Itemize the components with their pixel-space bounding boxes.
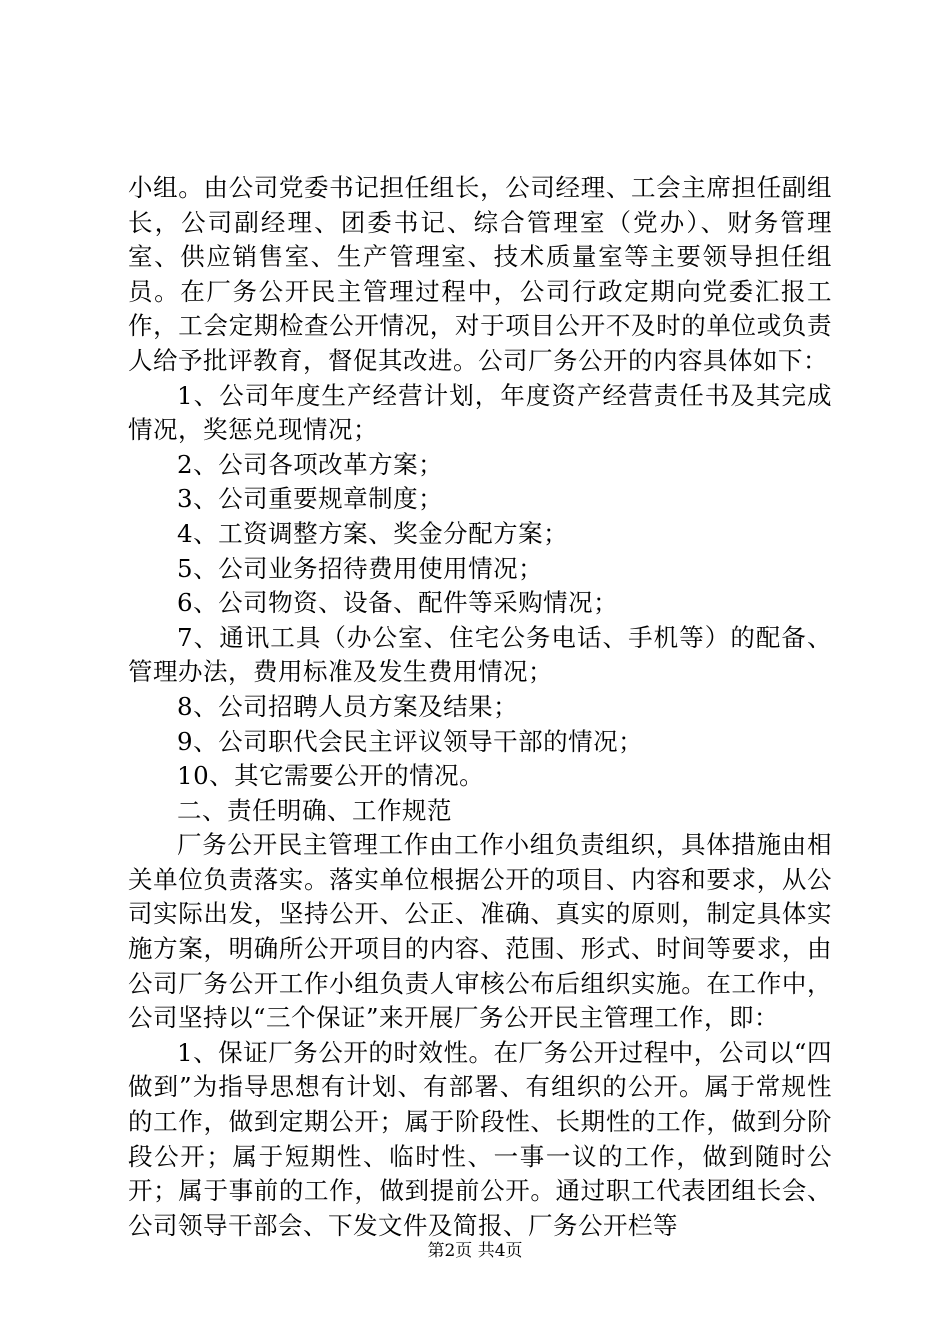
list-item-6: 6、公司物资、设备、配件等采购情况； (177, 588, 619, 618)
list-item-1: 1、公司年度生产经营计划，年度资产经营责任书及其完成情况，奖惩兑现情况； (128, 380, 832, 445)
list-item-10: 10、其它需要公开的情况。 (177, 761, 485, 791)
list-item-3: 3、公司重要规章制度； (177, 484, 444, 514)
list-item-9: 9、公司职代会民主评议领导干部的情况； (177, 726, 644, 756)
list-item-8: 8、公司招聘人员方案及结果； (177, 691, 519, 721)
list-item-4: 4、工资调整方案、奖金分配方案； (177, 518, 569, 548)
paragraph-responsibility: 厂务公开民主管理工作由工作小组负责组织，具体措施由相关单位负责落实。落实单位根据公开的项目、内容和要求，从公司实际出发，坚持公开、公正、准确、真实的原则，制定具体实施方案，明确所公开项目的内容、范围、形式、时间等要求，由公司厂务公开工作小组负责人审核公布后组织实施。在工作中，公司坚持以“三个保证”来开展厂务公开民主管理工作，即： (128, 830, 832, 1033)
document-body (128, 171, 832, 1243)
page-footer: 第2页 共4页 (427, 1241, 523, 1261)
paragraph-timeliness: 1、保证厂务公开的时效性。在厂务公开过程中，公司以“四做到”为指导思想有计划、有部署、有组织的公开。属于常规性的工作，做到定期公开；属于阶段性、长期性的工作，做到分阶段公开；属于短期性、临时性、一事一议的工作，做到随时公开；属于事前的工作，做到提前公开。通过职工代表团组长会、公司领导干部会、下发文件及简报、厂务公开栏等 (128, 1037, 832, 1240)
section-heading: 二、责任明确、工作规范 (177, 795, 452, 825)
paragraph-intro: 小组。由公司党委书记担任组长，公司经理、工会主席担任副组长，公司副经理、团委书记、综合管理室（党办）、财务管理室、供应销售室、生产管理室、技术质量室等主要领导担任组员。在厂务公开民主管理过程中，公司行政定期向党委汇报工作，工会定期检查公开情况，对于项目公开不及时的单位或负责人给予批评教育，督促其改进。公司厂务公开的内容具体如下： (128, 173, 832, 375)
list-item-2: 2、公司各项改革方案； (177, 449, 444, 479)
list-item-5: 5、公司业务招待费用使用情况； (177, 553, 544, 583)
list-item-7: 7、通讯工具（办公室、住宅公务电话、手机等）的配备、管理办法，费用标准及发生费用情况； (128, 622, 832, 687)
